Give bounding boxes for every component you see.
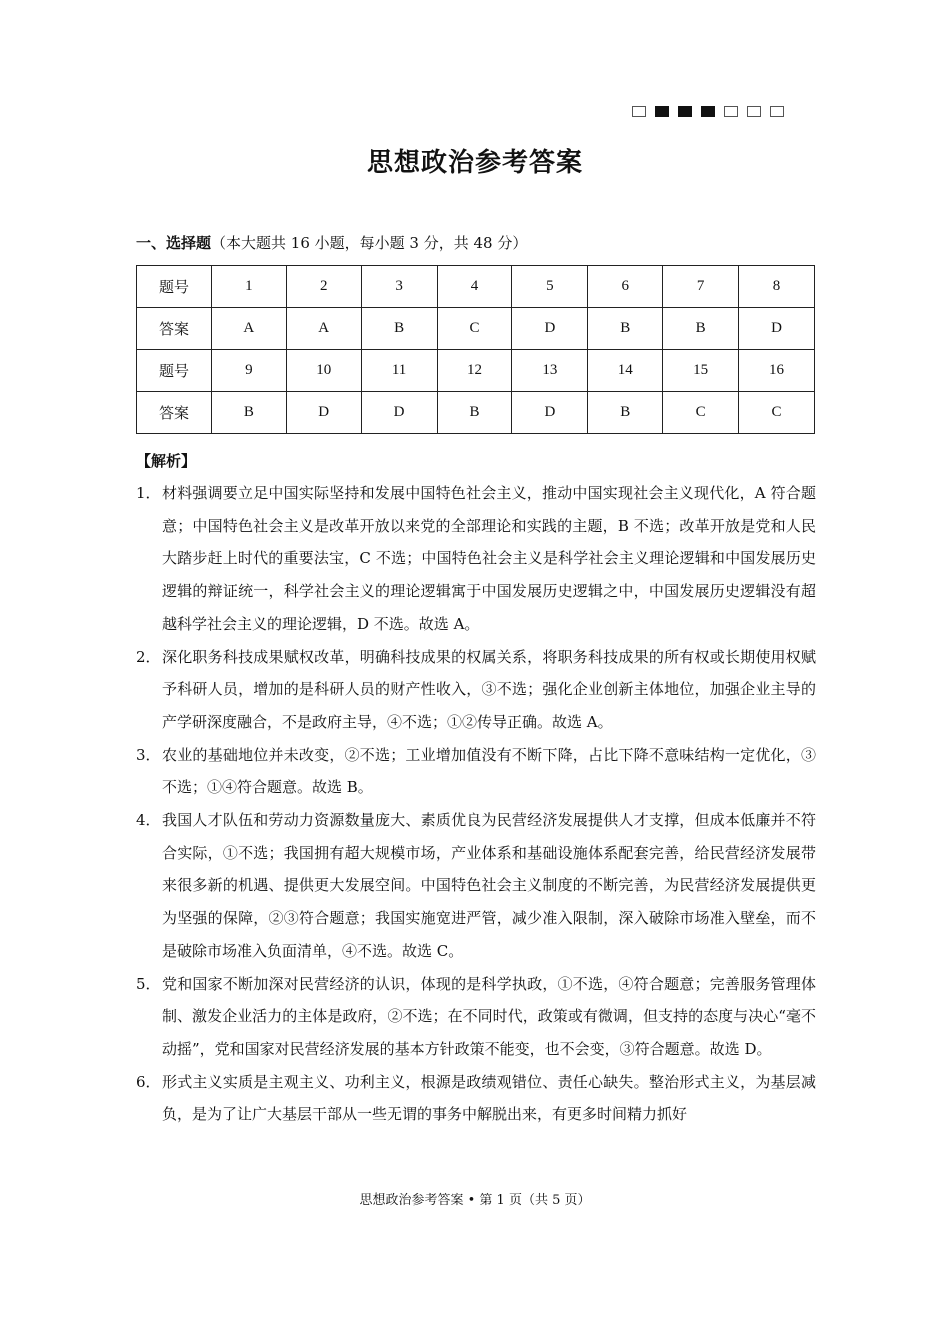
table-cell: 5 (512, 266, 588, 308)
table-cell: 13 (512, 350, 588, 392)
table-cell: D (739, 308, 815, 350)
item-number: 6． (136, 1072, 161, 1091)
section-title: 一、选择题 (136, 234, 212, 252)
table-cell: B (663, 308, 739, 350)
item-text: 农业的基础地位并未改变，②不选；工业增加值没有不断下降，占比下降不意味结构一定优化，③不选；①④符合题意。故选 B。 (162, 745, 816, 797)
table-cell: D (286, 392, 361, 434)
table-cell: B (361, 308, 437, 350)
item-number: 4． (136, 811, 161, 830)
analysis-item (136, 1066, 816, 1131)
row-header-cell: 题号 (137, 350, 212, 392)
table-cell: 11 (361, 350, 437, 392)
table-cell: A (211, 308, 286, 350)
table-cell: C (739, 392, 815, 434)
table-cell: C (663, 392, 739, 434)
header-marks (632, 106, 784, 117)
table-cell: B (588, 392, 663, 434)
empty-square-mark (724, 106, 738, 117)
table-cell: 4 (437, 266, 512, 308)
filled-square-mark (678, 106, 692, 117)
row-header-cell: 答案 (137, 308, 212, 350)
analysis-item (136, 477, 816, 641)
table-cell: 6 (588, 266, 663, 308)
analysis-item (136, 804, 816, 968)
page-title: 思想政治参考答案 (366, 148, 583, 178)
table-cell: 12 (437, 350, 512, 392)
table-cell: 14 (588, 350, 663, 392)
analysis-list (136, 477, 816, 1131)
table-cell: 15 (663, 350, 739, 392)
analysis-item (136, 739, 816, 804)
table-cell: 16 (739, 350, 815, 392)
item-text: 材料强调要立足中国实际坚持和发展中国特色社会主义，推动中国实现社会主义现代化，A 符合题意；中国特色社会主义是改革开放以来党的全部理论和实践的主题，B 不选；改革开放是党和人民大踏步赶上时代的重要法宝，C 不选；中国特色社会主义是科学社会主义理论逻辑和中国发展历史逻辑的辩证统一，科学社会主义的理论逻辑寓于中国发展历史逻辑之中，中国发展历史逻辑没有超越科学社会主义的理论逻辑，D 不选。故选 A。 (162, 484, 816, 633)
table-cell: B (437, 392, 512, 434)
analysis-item (136, 641, 816, 739)
empty-square-mark (747, 106, 761, 117)
page-footer: 思想政治参考答案 • 第 1 页（共 5 页） (359, 1193, 591, 1208)
row-header-cell: 题号 (137, 266, 212, 308)
table-row (137, 266, 815, 308)
table-cell: C (437, 308, 512, 350)
section-heading (136, 232, 527, 253)
item-text: 党和国家不断加深对民营经济的认识，体现的是科学执政，①不选，④符合题意；完善服务管理体制、激发企业活力的主体是政府，②不选；在不同时代，政策或有微调，但支持的态度与决心“毫不动摇”，党和国家对民营经济发展的基本方针政策不能变，也不会变，③符合题意。故选 D。 (162, 974, 816, 1058)
item-text: 我国人才队伍和劳动力资源数量庞大、素质优良为民营经济发展提供人才支撑，但成本低廉并不符合实际，①不选；我国拥有超大规模市场，产业体系和基础设施体系配套完善，给民营经济发展带来很多新的机遇、提供更大发展空间。中国特色社会主义制度的不断完善，为民营经济发展提供更为坚强的保障，②③符合题意；我国实施宽进严管，减少准入限制，深入破除市场准入壁垒，而不是破除市场准入负面清单，④不选。故选 C。 (162, 811, 816, 960)
table-cell: 2 (286, 266, 361, 308)
table-cell: 7 (663, 266, 739, 308)
item-number: 3． (136, 745, 161, 764)
table-cell: A (286, 308, 361, 350)
answer-table (136, 265, 815, 434)
empty-square-mark (770, 106, 784, 117)
table-cell: 10 (286, 350, 361, 392)
filled-square-mark (655, 106, 669, 117)
table-cell: 9 (211, 350, 286, 392)
table-row (137, 308, 815, 350)
analysis-label: 【解析】 (136, 452, 197, 470)
table-cell: D (512, 392, 588, 434)
table-cell: B (211, 392, 286, 434)
row-header-cell: 答案 (137, 392, 212, 434)
item-number: 2． (136, 647, 161, 666)
item-number: 5． (136, 974, 161, 993)
table-cell: 8 (739, 266, 815, 308)
section-note: （本大题共 16 小题，每小题 3 分，共 48 分） (211, 234, 528, 252)
table-cell: B (588, 308, 663, 350)
table-cell: D (512, 308, 588, 350)
table-row (137, 350, 815, 392)
empty-square-mark (632, 106, 646, 117)
table-cell: 1 (211, 266, 286, 308)
item-text: 形式主义实质是主观主义、功利主义，根源是政绩观错位、责任心缺失。整治形式主义，为基层减负，是为了让广大基层干部从一些无谓的事务中解脱出来，有更多时间精力抓好 (162, 1072, 816, 1124)
analysis-item (136, 968, 816, 1066)
filled-square-mark (701, 106, 715, 117)
item-text: 深化职务科技成果赋权改革，明确科技成果的权属关系，将职务科技成果的所有权或长期使用权赋予科研人员，增加的是科研人员的财产性收入，③不选；强化企业创新主体地位，加强企业主导的产学研深度融合，不是政府主导，④不选；①②传导正确。故选 A。 (162, 647, 816, 731)
table-cell: D (361, 392, 437, 434)
table-cell: 3 (361, 266, 437, 308)
item-number: 1． (136, 484, 161, 502)
table-row (137, 392, 815, 434)
